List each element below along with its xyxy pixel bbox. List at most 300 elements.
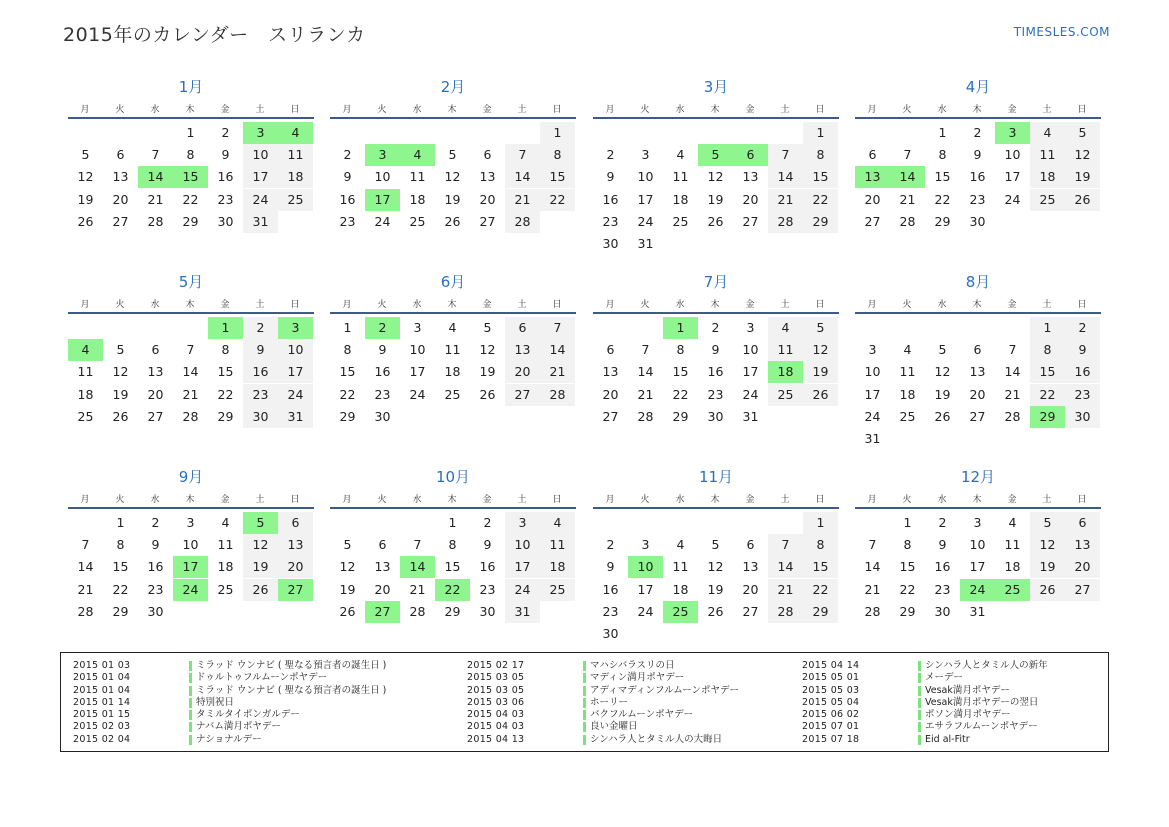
day-cell[interactable]: 13 <box>505 339 540 361</box>
day-cell[interactable]: 1 <box>803 512 838 534</box>
day-cell[interactable]: 18 <box>278 166 313 188</box>
day-cell[interactable]: 30 <box>1065 406 1100 428</box>
day-cell[interactable]: 28 <box>768 211 803 233</box>
day-cell[interactable]: 25 <box>540 579 575 601</box>
day-cell[interactable]: 18 <box>1030 166 1065 188</box>
day-cell[interactable]: 9 <box>711 342 720 358</box>
day-cell[interactable]: 11 <box>672 559 689 575</box>
day-cell[interactable]: 19 <box>444 191 461 207</box>
holiday-day-cell[interactable]: 27 <box>278 579 313 601</box>
day-cell[interactable]: 4 <box>1008 515 1017 530</box>
day-cell[interactable]: 10 <box>637 169 654 185</box>
day-cell[interactable]: 26 <box>243 579 278 601</box>
day-cell[interactable]: 15 <box>803 166 838 188</box>
holiday-day-cell[interactable]: 5 <box>698 144 733 166</box>
day-cell[interactable]: 9 <box>151 537 160 553</box>
day-cell[interactable]: 17 <box>637 581 654 597</box>
day-cell[interactable]: 23 <box>374 386 391 402</box>
day-cell[interactable]: 30 <box>374 408 391 424</box>
day-cell[interactable]: 25 <box>409 213 426 229</box>
day-cell[interactable]: 28 <box>768 601 803 623</box>
day-cell[interactable]: 3 <box>641 147 650 163</box>
day-cell[interactable]: 10 <box>864 364 881 380</box>
day-cell[interactable]: 9 <box>606 169 615 185</box>
day-cell[interactable]: 12 <box>934 364 951 380</box>
holiday-day-cell[interactable]: 1 <box>208 317 243 339</box>
day-cell[interactable]: 21 <box>505 189 540 211</box>
day-cell[interactable]: 23 <box>602 603 619 619</box>
day-cell[interactable]: 18 <box>77 386 94 402</box>
day-cell[interactable]: 28 <box>1004 408 1021 424</box>
day-cell[interactable]: 8 <box>448 537 457 553</box>
day-cell[interactable]: 7 <box>540 317 575 339</box>
day-cell[interactable]: 7 <box>903 147 912 163</box>
day-cell[interactable]: 21 <box>864 581 881 597</box>
day-cell[interactable]: 6 <box>483 147 492 163</box>
day-cell[interactable]: 27 <box>742 213 759 229</box>
day-cell[interactable]: 8 <box>903 537 912 553</box>
day-cell[interactable]: 1 <box>448 515 457 530</box>
day-cell[interactable]: 8 <box>221 342 230 358</box>
day-cell[interactable]: 11 <box>77 364 94 380</box>
day-cell[interactable]: 19 <box>707 191 724 207</box>
day-cell[interactable]: 14 <box>505 166 540 188</box>
day-cell[interactable]: 30 <box>602 626 619 641</box>
day-cell[interactable]: 20 <box>505 361 540 383</box>
day-cell[interactable]: 29 <box>899 603 916 619</box>
holiday-day-cell[interactable]: 14 <box>890 166 925 188</box>
holiday-day-cell[interactable]: 25 <box>663 601 698 623</box>
day-cell[interactable]: 12 <box>1030 534 1065 556</box>
day-cell[interactable]: 28 <box>540 384 575 406</box>
day-cell[interactable]: 13 <box>147 364 164 380</box>
day-cell[interactable]: 2 <box>221 125 230 140</box>
day-cell[interactable]: 22 <box>672 386 689 402</box>
day-cell[interactable]: 13 <box>742 169 759 185</box>
day-cell[interactable]: 27 <box>112 213 129 229</box>
day-cell[interactable]: 19 <box>1065 166 1100 188</box>
day-cell[interactable]: 4 <box>540 512 575 534</box>
day-cell[interactable]: 15 <box>672 364 689 380</box>
day-cell[interactable]: 28 <box>147 213 164 229</box>
day-cell[interactable]: 1 <box>903 515 912 530</box>
day-cell[interactable]: 21 <box>899 191 916 207</box>
day-cell[interactable]: 31 <box>505 601 540 623</box>
day-cell[interactable]: 19 <box>803 361 838 383</box>
day-cell[interactable]: 25 <box>899 408 916 424</box>
day-cell[interactable]: 27 <box>1065 579 1100 601</box>
day-cell[interactable]: 23 <box>969 191 986 207</box>
day-cell[interactable]: 5 <box>81 147 90 163</box>
day-cell[interactable]: 21 <box>1004 386 1021 402</box>
day-cell[interactable]: 9 <box>343 169 352 185</box>
day-cell[interactable]: 26 <box>934 408 951 424</box>
holiday-day-cell[interactable]: 13 <box>855 166 890 188</box>
day-cell[interactable]: 29 <box>672 408 689 424</box>
day-cell[interactable]: 19 <box>1030 556 1065 578</box>
day-cell[interactable]: 28 <box>899 213 916 229</box>
day-cell[interactable]: 6 <box>116 147 125 163</box>
day-cell[interactable]: 13 <box>1065 534 1100 556</box>
day-cell[interactable]: 18 <box>1004 559 1021 575</box>
day-cell[interactable]: 18 <box>672 191 689 207</box>
day-cell[interactable]: 3 <box>746 320 755 335</box>
day-cell[interactable]: 21 <box>77 581 94 597</box>
day-cell[interactable]: 11 <box>1030 144 1065 166</box>
day-cell[interactable]: 23 <box>147 581 164 597</box>
day-cell[interactable]: 2 <box>243 317 278 339</box>
day-cell[interactable]: 26 <box>77 213 94 229</box>
day-cell[interactable]: 28 <box>409 603 426 619</box>
day-cell[interactable]: 14 <box>768 556 803 578</box>
day-cell[interactable]: 12 <box>479 342 496 358</box>
day-cell[interactable]: 23 <box>934 581 951 597</box>
day-cell[interactable]: 27 <box>505 384 540 406</box>
day-cell[interactable]: 27 <box>602 408 619 424</box>
day-cell[interactable]: 7 <box>768 534 803 556</box>
day-cell[interactable]: 14 <box>77 559 94 575</box>
day-cell[interactable]: 6 <box>278 512 313 534</box>
day-cell[interactable]: 18 <box>540 556 575 578</box>
day-cell[interactable]: 11 <box>540 534 575 556</box>
holiday-day-cell[interactable]: 6 <box>733 144 768 166</box>
day-cell[interactable]: 29 <box>182 213 199 229</box>
day-cell[interactable]: 17 <box>505 556 540 578</box>
day-cell[interactable]: 22 <box>899 581 916 597</box>
day-cell[interactable]: 5 <box>1065 122 1100 144</box>
day-cell[interactable]: 21 <box>768 579 803 601</box>
day-cell[interactable]: 7 <box>768 144 803 166</box>
day-cell[interactable]: 17 <box>409 364 426 380</box>
day-cell[interactable]: 27 <box>742 603 759 619</box>
day-cell[interactable]: 1 <box>116 515 125 530</box>
day-cell[interactable]: 2 <box>711 320 720 335</box>
day-cell[interactable]: 17 <box>243 166 278 188</box>
day-cell[interactable]: 30 <box>147 603 164 619</box>
day-cell[interactable]: 2 <box>1065 317 1100 339</box>
day-cell[interactable]: 20 <box>969 386 986 402</box>
day-cell[interactable]: 10 <box>505 534 540 556</box>
day-cell[interactable]: 8 <box>803 534 838 556</box>
day-cell[interactable]: 15 <box>339 364 356 380</box>
day-cell[interactable]: 15 <box>444 559 461 575</box>
day-cell[interactable]: 30 <box>217 213 234 229</box>
day-cell[interactable]: 24 <box>637 603 654 619</box>
day-cell[interactable]: 11 <box>444 342 461 358</box>
holiday-day-cell[interactable]: 14 <box>138 166 173 188</box>
day-cell[interactable]: 10 <box>278 339 313 361</box>
holiday-day-cell[interactable]: 25 <box>995 579 1030 601</box>
day-cell[interactable]: 10 <box>742 342 759 358</box>
day-cell[interactable]: 25 <box>672 213 689 229</box>
day-cell[interactable]: 29 <box>339 408 356 424</box>
day-cell[interactable]: 11 <box>217 537 234 553</box>
day-cell[interactable]: 9 <box>938 537 947 553</box>
day-cell[interactable]: 25 <box>278 189 313 211</box>
day-cell[interactable]: 12 <box>339 559 356 575</box>
day-cell[interactable]: 15 <box>112 559 129 575</box>
day-cell[interactable]: 21 <box>637 386 654 402</box>
day-cell[interactable]: 21 <box>147 191 164 207</box>
day-cell[interactable]: 7 <box>151 147 160 163</box>
day-cell[interactable]: 19 <box>479 364 496 380</box>
day-cell[interactable]: 26 <box>1065 189 1100 211</box>
day-cell[interactable]: 7 <box>1008 342 1017 358</box>
day-cell[interactable]: 6 <box>378 537 387 553</box>
day-cell[interactable]: 5 <box>483 320 492 335</box>
day-cell[interactable]: 30 <box>243 406 278 428</box>
day-cell[interactable]: 7 <box>413 537 422 553</box>
day-cell[interactable]: 22 <box>339 386 356 402</box>
day-cell[interactable]: 6 <box>505 317 540 339</box>
day-cell[interactable]: 8 <box>540 144 575 166</box>
holiday-day-cell[interactable]: 4 <box>278 122 313 144</box>
day-cell[interactable]: 16 <box>339 191 356 207</box>
day-cell[interactable]: 16 <box>602 191 619 207</box>
day-cell[interactable]: 17 <box>969 559 986 575</box>
day-cell[interactable]: 16 <box>707 364 724 380</box>
day-cell[interactable]: 21 <box>768 189 803 211</box>
day-cell[interactable]: 9 <box>378 342 387 358</box>
day-cell[interactable]: 20 <box>147 386 164 402</box>
day-cell[interactable]: 4 <box>903 342 912 358</box>
day-cell[interactable]: 10 <box>182 537 199 553</box>
day-cell[interactable]: 11 <box>1004 537 1021 553</box>
day-cell[interactable]: 20 <box>374 581 391 597</box>
day-cell[interactable]: 15 <box>540 166 575 188</box>
day-cell[interactable]: 20 <box>602 386 619 402</box>
day-cell[interactable]: 19 <box>707 581 724 597</box>
day-cell[interactable]: 4 <box>676 147 685 163</box>
day-cell[interactable]: 24 <box>505 579 540 601</box>
day-cell[interactable]: 13 <box>112 169 129 185</box>
day-cell[interactable]: 16 <box>934 559 951 575</box>
day-cell[interactable]: 20 <box>278 556 313 578</box>
day-cell[interactable]: 9 <box>243 339 278 361</box>
day-cell[interactable]: 3 <box>868 342 877 358</box>
day-cell[interactable]: 20 <box>742 581 759 597</box>
day-cell[interactable]: 8 <box>1030 339 1065 361</box>
day-cell[interactable]: 11 <box>278 144 313 166</box>
day-cell[interactable]: 16 <box>1065 361 1100 383</box>
day-cell[interactable]: 18 <box>217 559 234 575</box>
day-cell[interactable]: 26 <box>339 603 356 619</box>
day-cell[interactable]: 28 <box>182 408 199 424</box>
day-cell[interactable]: 10 <box>969 537 986 553</box>
day-cell[interactable]: 2 <box>343 147 352 163</box>
day-cell[interactable]: 5 <box>116 342 125 358</box>
day-cell[interactable]: 26 <box>707 213 724 229</box>
day-cell[interactable]: 3 <box>505 512 540 534</box>
holiday-day-cell[interactable]: 22 <box>435 579 470 601</box>
day-cell[interactable]: 13 <box>742 559 759 575</box>
day-cell[interactable]: 8 <box>938 147 947 163</box>
holiday-day-cell[interactable]: 17 <box>365 189 400 211</box>
day-cell[interactable]: 19 <box>934 386 951 402</box>
day-cell[interactable]: 1 <box>343 320 352 335</box>
day-cell[interactable]: 11 <box>768 339 803 361</box>
day-cell[interactable]: 13 <box>374 559 391 575</box>
day-cell[interactable]: 25 <box>217 581 234 597</box>
day-cell[interactable]: 10 <box>409 342 426 358</box>
holiday-day-cell[interactable]: 17 <box>173 556 208 578</box>
day-cell[interactable]: 14 <box>1004 364 1021 380</box>
holiday-day-cell[interactable]: 3 <box>995 122 1030 144</box>
day-cell[interactable]: 9 <box>221 147 230 163</box>
day-cell[interactable]: 22 <box>112 581 129 597</box>
day-cell[interactable]: 4 <box>221 515 230 530</box>
day-cell[interactable]: 19 <box>243 556 278 578</box>
day-cell[interactable]: 4 <box>676 537 685 553</box>
day-cell[interactable]: 5 <box>1030 512 1065 534</box>
day-cell[interactable]: 3 <box>413 320 422 335</box>
day-cell[interactable]: 13 <box>969 364 986 380</box>
day-cell[interactable]: 20 <box>742 191 759 207</box>
holiday-day-cell[interactable]: 5 <box>243 512 278 534</box>
day-cell[interactable]: 17 <box>1004 169 1021 185</box>
day-cell[interactable]: 31 <box>243 211 278 233</box>
day-cell[interactable]: 29 <box>444 603 461 619</box>
day-cell[interactable]: 31 <box>742 408 759 424</box>
day-cell[interactable]: 18 <box>409 191 426 207</box>
day-cell[interactable]: 27 <box>147 408 164 424</box>
day-cell[interactable]: 12 <box>112 364 129 380</box>
day-cell[interactable]: 9 <box>606 559 615 575</box>
holiday-day-cell[interactable]: 1 <box>663 317 698 339</box>
day-cell[interactable]: 22 <box>803 189 838 211</box>
day-cell[interactable]: 7 <box>868 537 877 553</box>
day-cell[interactable]: 24 <box>742 386 759 402</box>
day-cell[interactable]: 10 <box>1004 147 1021 163</box>
day-cell[interactable]: 18 <box>899 386 916 402</box>
day-cell[interactable]: 13 <box>278 534 313 556</box>
day-cell[interactable]: 21 <box>182 386 199 402</box>
day-cell[interactable]: 1 <box>803 122 838 144</box>
day-cell[interactable]: 24 <box>243 189 278 211</box>
day-cell[interactable]: 22 <box>803 579 838 601</box>
day-cell[interactable]: 18 <box>444 364 461 380</box>
day-cell[interactable]: 12 <box>803 339 838 361</box>
day-cell[interactable]: 21 <box>540 361 575 383</box>
day-cell[interactable]: 2 <box>151 515 160 530</box>
site-link[interactable]: TIMESLES.COM <box>1013 25 1110 39</box>
day-cell[interactable]: 12 <box>1065 144 1100 166</box>
day-cell[interactable]: 15 <box>217 364 234 380</box>
day-cell[interactable]: 4 <box>1030 122 1065 144</box>
day-cell[interactable]: 4 <box>448 320 457 335</box>
day-cell[interactable]: 24 <box>637 213 654 229</box>
day-cell[interactable]: 5 <box>711 537 720 553</box>
day-cell[interactable]: 13 <box>479 169 496 185</box>
day-cell[interactable]: 27 <box>864 213 881 229</box>
day-cell[interactable]: 10 <box>243 144 278 166</box>
day-cell[interactable]: 14 <box>182 364 199 380</box>
day-cell[interactable]: 25 <box>768 384 803 406</box>
day-cell[interactable]: 15 <box>803 556 838 578</box>
day-cell[interactable]: 6 <box>746 537 755 553</box>
day-cell[interactable]: 31 <box>864 431 881 446</box>
day-cell[interactable]: 29 <box>803 211 838 233</box>
day-cell[interactable]: 1 <box>938 125 947 140</box>
day-cell[interactable]: 26 <box>803 384 838 406</box>
holiday-day-cell[interactable]: 3 <box>278 317 313 339</box>
day-cell[interactable]: 8 <box>676 342 685 358</box>
holiday-day-cell[interactable]: 15 <box>173 166 208 188</box>
day-cell[interactable]: 20 <box>479 191 496 207</box>
day-cell[interactable]: 16 <box>243 361 278 383</box>
holiday-day-cell[interactable]: 29 <box>1030 406 1065 428</box>
day-cell[interactable]: 16 <box>969 169 986 185</box>
day-cell[interactable]: 30 <box>934 603 951 619</box>
day-cell[interactable]: 22 <box>1030 384 1065 406</box>
day-cell[interactable]: 3 <box>641 537 650 553</box>
day-cell[interactable]: 14 <box>864 559 881 575</box>
day-cell[interactable]: 1 <box>1030 317 1065 339</box>
day-cell[interactable]: 15 <box>934 169 951 185</box>
day-cell[interactable]: 6 <box>151 342 160 358</box>
day-cell[interactable]: 16 <box>479 559 496 575</box>
day-cell[interactable]: 5 <box>803 317 838 339</box>
day-cell[interactable]: 9 <box>973 147 982 163</box>
holiday-day-cell[interactable]: 4 <box>68 339 103 361</box>
day-cell[interactable]: 9 <box>483 537 492 553</box>
day-cell[interactable]: 14 <box>540 339 575 361</box>
day-cell[interactable]: 25 <box>77 408 94 424</box>
day-cell[interactable]: 27 <box>969 408 986 424</box>
day-cell[interactable]: 26 <box>707 603 724 619</box>
day-cell[interactable]: 16 <box>147 559 164 575</box>
holiday-day-cell[interactable]: 10 <box>628 556 663 578</box>
day-cell[interactable]: 24 <box>374 213 391 229</box>
day-cell[interactable]: 2 <box>938 515 947 530</box>
day-cell[interactable]: 7 <box>641 342 650 358</box>
day-cell[interactable]: 8 <box>803 144 838 166</box>
day-cell[interactable]: 30 <box>969 213 986 229</box>
holiday-day-cell[interactable]: 24 <box>960 579 995 601</box>
holiday-day-cell[interactable]: 2 <box>365 317 400 339</box>
day-cell[interactable]: 20 <box>112 191 129 207</box>
holiday-day-cell[interactable]: 14 <box>400 556 435 578</box>
day-cell[interactable]: 2 <box>973 125 982 140</box>
holiday-day-cell[interactable]: 18 <box>768 361 803 383</box>
day-cell[interactable]: 29 <box>217 408 234 424</box>
day-cell[interactable]: 21 <box>409 581 426 597</box>
day-cell[interactable]: 16 <box>602 581 619 597</box>
day-cell[interactable]: 29 <box>803 601 838 623</box>
day-cell[interactable]: 23 <box>217 191 234 207</box>
day-cell[interactable]: 23 <box>602 213 619 229</box>
day-cell[interactable]: 30 <box>707 408 724 424</box>
day-cell[interactable]: 7 <box>186 342 195 358</box>
day-cell[interactable]: 22 <box>182 191 199 207</box>
day-cell[interactable]: 1 <box>540 122 575 144</box>
day-cell[interactable]: 12 <box>243 534 278 556</box>
day-cell[interactable]: 2 <box>483 515 492 530</box>
day-cell[interactable]: 3 <box>186 515 195 530</box>
day-cell[interactable]: 25 <box>1030 189 1065 211</box>
day-cell[interactable]: 29 <box>112 603 129 619</box>
day-cell[interactable]: 11 <box>899 364 916 380</box>
day-cell[interactable]: 20 <box>864 191 881 207</box>
day-cell[interactable]: 5 <box>448 147 457 163</box>
day-cell[interactable]: 13 <box>602 364 619 380</box>
day-cell[interactable]: 31 <box>637 236 654 251</box>
holiday-day-cell[interactable]: 3 <box>243 122 278 144</box>
day-cell[interactable]: 7 <box>81 537 90 553</box>
day-cell[interactable]: 17 <box>742 364 759 380</box>
day-cell[interactable]: 12 <box>444 169 461 185</box>
day-cell[interactable]: 26 <box>479 386 496 402</box>
